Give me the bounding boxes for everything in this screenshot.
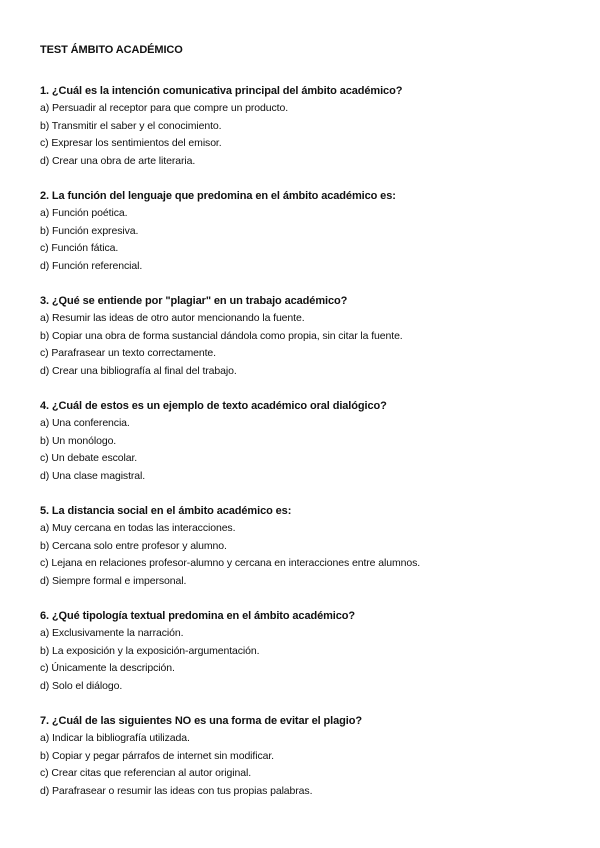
- option-c: c) Función fática.: [40, 242, 119, 254]
- option-b: b) Función expresiva.: [40, 224, 139, 237]
- document-title: TEST ÁMBITO ACADÉMICO: [40, 44, 183, 56]
- option-d: d) Crear una obra de arte literaria.: [40, 154, 196, 167]
- option-b: b) Copiar una obra de forma sustancial dándola como propia, sin citar la fuente.: [40, 329, 403, 342]
- option-a: a) Muy cercana en todas las interacciones.: [40, 522, 236, 534]
- question-4: [40, 398, 560, 485]
- option-c: c) Únicamente la descripción.: [40, 662, 175, 674]
- option-d: d) Una clase magistral.: [40, 469, 146, 482]
- options-list: [40, 625, 560, 695]
- question-7: [40, 713, 560, 800]
- option-a: a) Indicar la bibliografía utilizada.: [40, 732, 190, 744]
- question-6: [40, 608, 560, 695]
- option-c: c) Parafrasear un texto correctamente.: [40, 347, 216, 359]
- question-text: 7. ¿Cuál de las siguientes NO es una forma de evitar el plagio?: [40, 715, 362, 727]
- option-a: a) Resumir las ideas de otro autor mencionando la fuente.: [40, 312, 305, 324]
- option-d: d) Crear una bibliografía al final del trabajo.: [40, 364, 237, 377]
- option-b: b) Un monólogo.: [40, 434, 117, 447]
- question-1: [40, 83, 560, 170]
- question-text: 5. La distancia social en el ámbito académico es:: [40, 505, 292, 517]
- option-b: b) Cercana solo entre profesor y alumno.: [40, 539, 227, 552]
- option-d: d) Siempre formal e impersonal.: [40, 574, 187, 587]
- option-c: c) Un debate escolar.: [40, 452, 138, 464]
- options-list: [40, 730, 560, 800]
- option-a: a) Función poética.: [40, 207, 128, 219]
- option-b: b) Transmitir el saber y el conocimiento.: [40, 119, 222, 132]
- question-text: 3. ¿Qué se entiende por "plagiar" en un trabajo académico?: [40, 295, 348, 307]
- option-c: c) Expresar los sentimientos del emisor.: [40, 137, 222, 149]
- option-c: c) Lejana en relaciones profesor-alumno y cercana en interacciones entre alumnos.: [40, 557, 421, 569]
- option-a: a) Exclusivamente la narración.: [40, 627, 184, 639]
- options-list: [40, 310, 560, 380]
- question-2: [40, 188, 560, 275]
- options-list: [40, 415, 560, 485]
- options-list: [40, 520, 560, 590]
- question-text: 4. ¿Cuál de estos es un ejemplo de texto académico oral dialógico?: [40, 400, 387, 412]
- question-text: 1. ¿Cuál es la intención comunicativa principal del ámbito académico?: [40, 85, 403, 97]
- question-5: [40, 503, 560, 590]
- option-d: d) Solo el diálogo.: [40, 679, 123, 692]
- option-d: d) Función referencial.: [40, 259, 143, 272]
- question-text: 6. ¿Qué tipología textual predomina en el ámbito académico?: [40, 610, 355, 622]
- option-b: b) Copiar y pegar párrafos de internet sin modificar.: [40, 749, 274, 762]
- option-a: a) Una conferencia.: [40, 417, 130, 429]
- option-a: a) Persuadir al receptor para que compre un producto.: [40, 102, 289, 114]
- question-text: 2. La función del lenguaje que predomina en el ámbito académico es:: [40, 190, 396, 202]
- question-3: [40, 293, 560, 380]
- option-b: b) La exposición y la exposición-argumentación.: [40, 644, 260, 657]
- options-list: [40, 100, 560, 170]
- options-list: [40, 205, 560, 275]
- option-d: d) Parafrasear o resumir las ideas con tus propias palabras.: [40, 784, 313, 797]
- option-c: c) Crear citas que referencian al autor original.: [40, 767, 252, 779]
